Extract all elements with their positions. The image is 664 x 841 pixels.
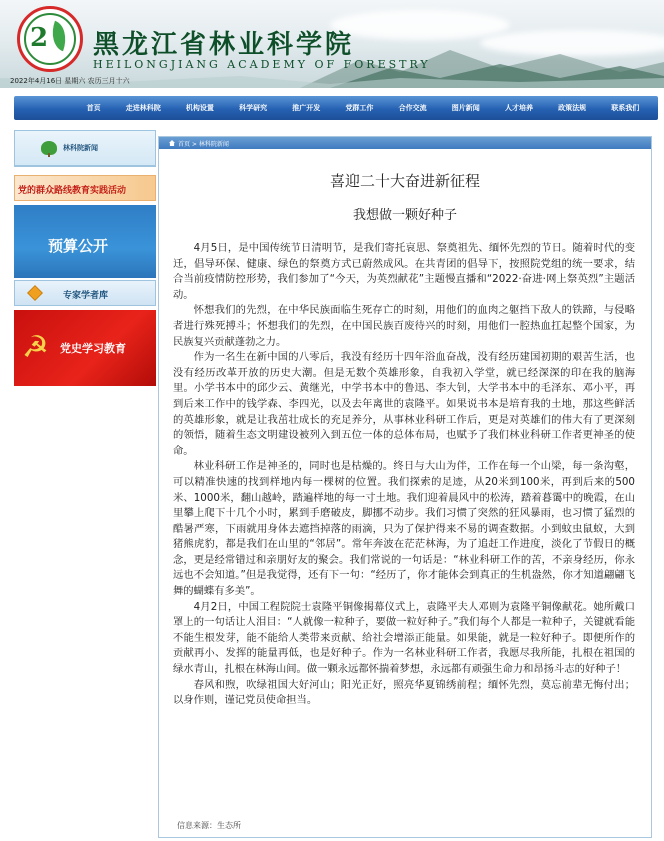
banner-budget-label: 预算公开 — [48, 237, 109, 255]
nav-item-extension[interactable]: 推广开发 — [292, 104, 321, 112]
banner-party-line-label: 党的群众路线教育实践活动 — [18, 186, 127, 196]
site-title: 黑龙江省林业科学院 — [93, 30, 355, 60]
home-icon — [169, 140, 175, 146]
site-subtitle: HEILONGJIANG ACADEMY OF FORESTRY — [93, 58, 431, 71]
banner-party-history[interactable] — [14, 310, 156, 386]
article-paragraph: 4月5日，是中国传统节日清明节，是我们寄托哀思、祭奠祖先、缅怀先烈的节日。随着时代的变迁，倡导环保、健康、绿色的祭奠方式已蔚然成风。在共青团的倡导下，按照院党组的统一要求，结合当前疫情防控形势，我们参加了“今天，为英烈献花”主题慢直播和“2022·奋进·网上祭英烈”主题活动。 — [173, 242, 635, 301]
breadcrumb — [159, 137, 651, 149]
nav-item-policy[interactable]: 政策法规 — [558, 104, 587, 112]
breadcrumb-text[interactable]: 首页 > 林科院新闻 — [178, 140, 229, 148]
cube-icon — [27, 285, 43, 301]
nav-item-party[interactable]: 党群工作 — [345, 104, 374, 112]
article-title: 喜迎二十大奋进新征程 — [329, 172, 480, 190]
article-paragraph: 春风和煦，吹绿祖国大好河山；阳光正好，照亮华夏锦绣前程；缅怀先烈，莫忘前辈无悔付出；以身作则，谨记党员使命担当。 — [173, 678, 635, 707]
nav-item-talent[interactable]: 人才培养 — [504, 104, 533, 112]
nav-item-cooperation[interactable]: 合作交流 — [398, 104, 427, 112]
banner-budget[interactable] — [14, 205, 156, 278]
article-body — [173, 241, 635, 709]
main-nav — [14, 96, 658, 120]
article-subtitle: 我想做一颗好种子 — [352, 208, 457, 223]
cloud-decoration — [330, 10, 510, 40]
banner-expert-label: 专家学者库 — [63, 291, 109, 301]
nav-item-photo-news[interactable]: 图片新闻 — [451, 104, 480, 112]
nav-item-research[interactable]: 科学研究 — [239, 104, 268, 112]
banner-expert-db[interactable] — [14, 280, 156, 306]
article-source: 信息来源：生态所 — [177, 821, 241, 830]
banner-party-history-label: 党史学习教育 — [60, 342, 126, 355]
site-header — [0, 0, 664, 88]
nav-item-about[interactable]: 走进林科院 — [125, 104, 161, 112]
article-paragraph: 怀想我们的先烈，在中华民族面临生死存亡的时刻，用他们的血肉之躯挡下敌人的铁蹄，与侵略者进行殊死搏斗；怀想我们的先烈，在中国民族百废待兴的时刻，用他们一腔热血扛起整个国家，为民族复兴贡献蓬勃之力。 — [173, 304, 635, 348]
nav-item-organization[interactable]: 机构设置 — [185, 104, 214, 112]
article-paragraph: 林业科研工作是神圣的，同时也是枯燥的。终日与大山为伴，工作在每一个山梁，每一条沟壑，可以精准快速的找到样地内每一棵树的位置。我们探索的足迹，从20米到100米，再到后来的500米、1000米，翻山越岭，踏遍样地的每一寸土地。我们迎着晨风中的松涛，踏着暮霭中的晚霞，在山里攀上爬下十几个小时，累到手磨破皮，脚挪不动步。我们习惯了突然的狂风暴雨，也习惯了猛烈的酷暑严寒，下雨就用身体去遮挡掉落的雨滴，只为了保护得来不易的调查数据。小到蚊虫鼠蚁，大到猪熊虎豹，都是我们在山里的“邻居”。常年奔波在茫茫林海，为了追赶工作进度，淡化了节假日的概念，更是经常错过和亲朋好友的聚会。我们常说的一句话是：“林业科研工作的苦，不亲身经历，你永远也不会知道。”但是我觉得，还有下一句：“经历了，你才能体会到真正的生机盎然，你才知道翩翩飞舞的蝴蝶有多美”。 — [173, 460, 635, 598]
sidebar-list — [14, 166, 156, 167]
date-line: 2022年4月16日 星期六 农历三月十六 — [10, 77, 130, 85]
sidebar-heading-box[interactable] — [14, 130, 156, 166]
site-logo[interactable] — [17, 6, 83, 72]
nav-item-home[interactable]: 首页 — [86, 104, 101, 112]
article-panel — [158, 136, 652, 838]
sidebar — [14, 130, 156, 386]
logo-number: 2 — [30, 23, 49, 53]
article-paragraph: 4月2日，中国工程院院士袁隆平铜像揭幕仪式上，袁隆平夫人邓则为袁隆平铜像献花。她所戴口罩上的一句话让人泪目：“人就像一粒种子，要做一粒好种子。”我们每个人都是一粒种子，关键就看能不能生根发芽，能不能给人类带来贡献、给社会增添正能量。如果能，就是一粒好种子。即便所作的贡献再小、发挥的能量再低，也是好种子。作为一名林业科研工作者，我愿尽我所能，扎根在祖国的绿水青山，扎根在林海山间。做一颗永远都怀揣着梦想，永远都有顽强生命力和昂扬斗志的好种子！ — [173, 600, 635, 676]
banner-party-line[interactable] — [14, 175, 156, 201]
party-emblem-icon: ☭ — [22, 330, 49, 365]
tree-icon — [41, 141, 57, 155]
nav-item-contact[interactable]: 联系我们 — [611, 104, 640, 112]
sidebar-heading: 林科院新闻 — [63, 144, 98, 152]
article-paragraph: 作为一名生在新中国的八零后，我没有经历十四年浴血奋战，没有经历建国初期的艰苦生活，也没有经历改革开放的历史大潮。但是无数个英雄形象，自我初入学堂，就已经深深的印在我的脑海里。小学书本中的邱少云、黄继光，中学书本中的鲁迅、李大钊，大学书本中的毛泽东、邓小平，再到后来工作中的钱学森、李四光，以及去年离世的袁隆平。如果说书本是培育我的土地，那这些鲜活的英雄形象，就是让我茁壮成长的充足养分，从事林业科研工作后，更是对英雄们的伟大有了更深刻的领悟，随着生态文明建设被列入到五位一体的总体布局，也赋予了我们林业科研工作者更神圣的使命。 — [173, 351, 635, 457]
